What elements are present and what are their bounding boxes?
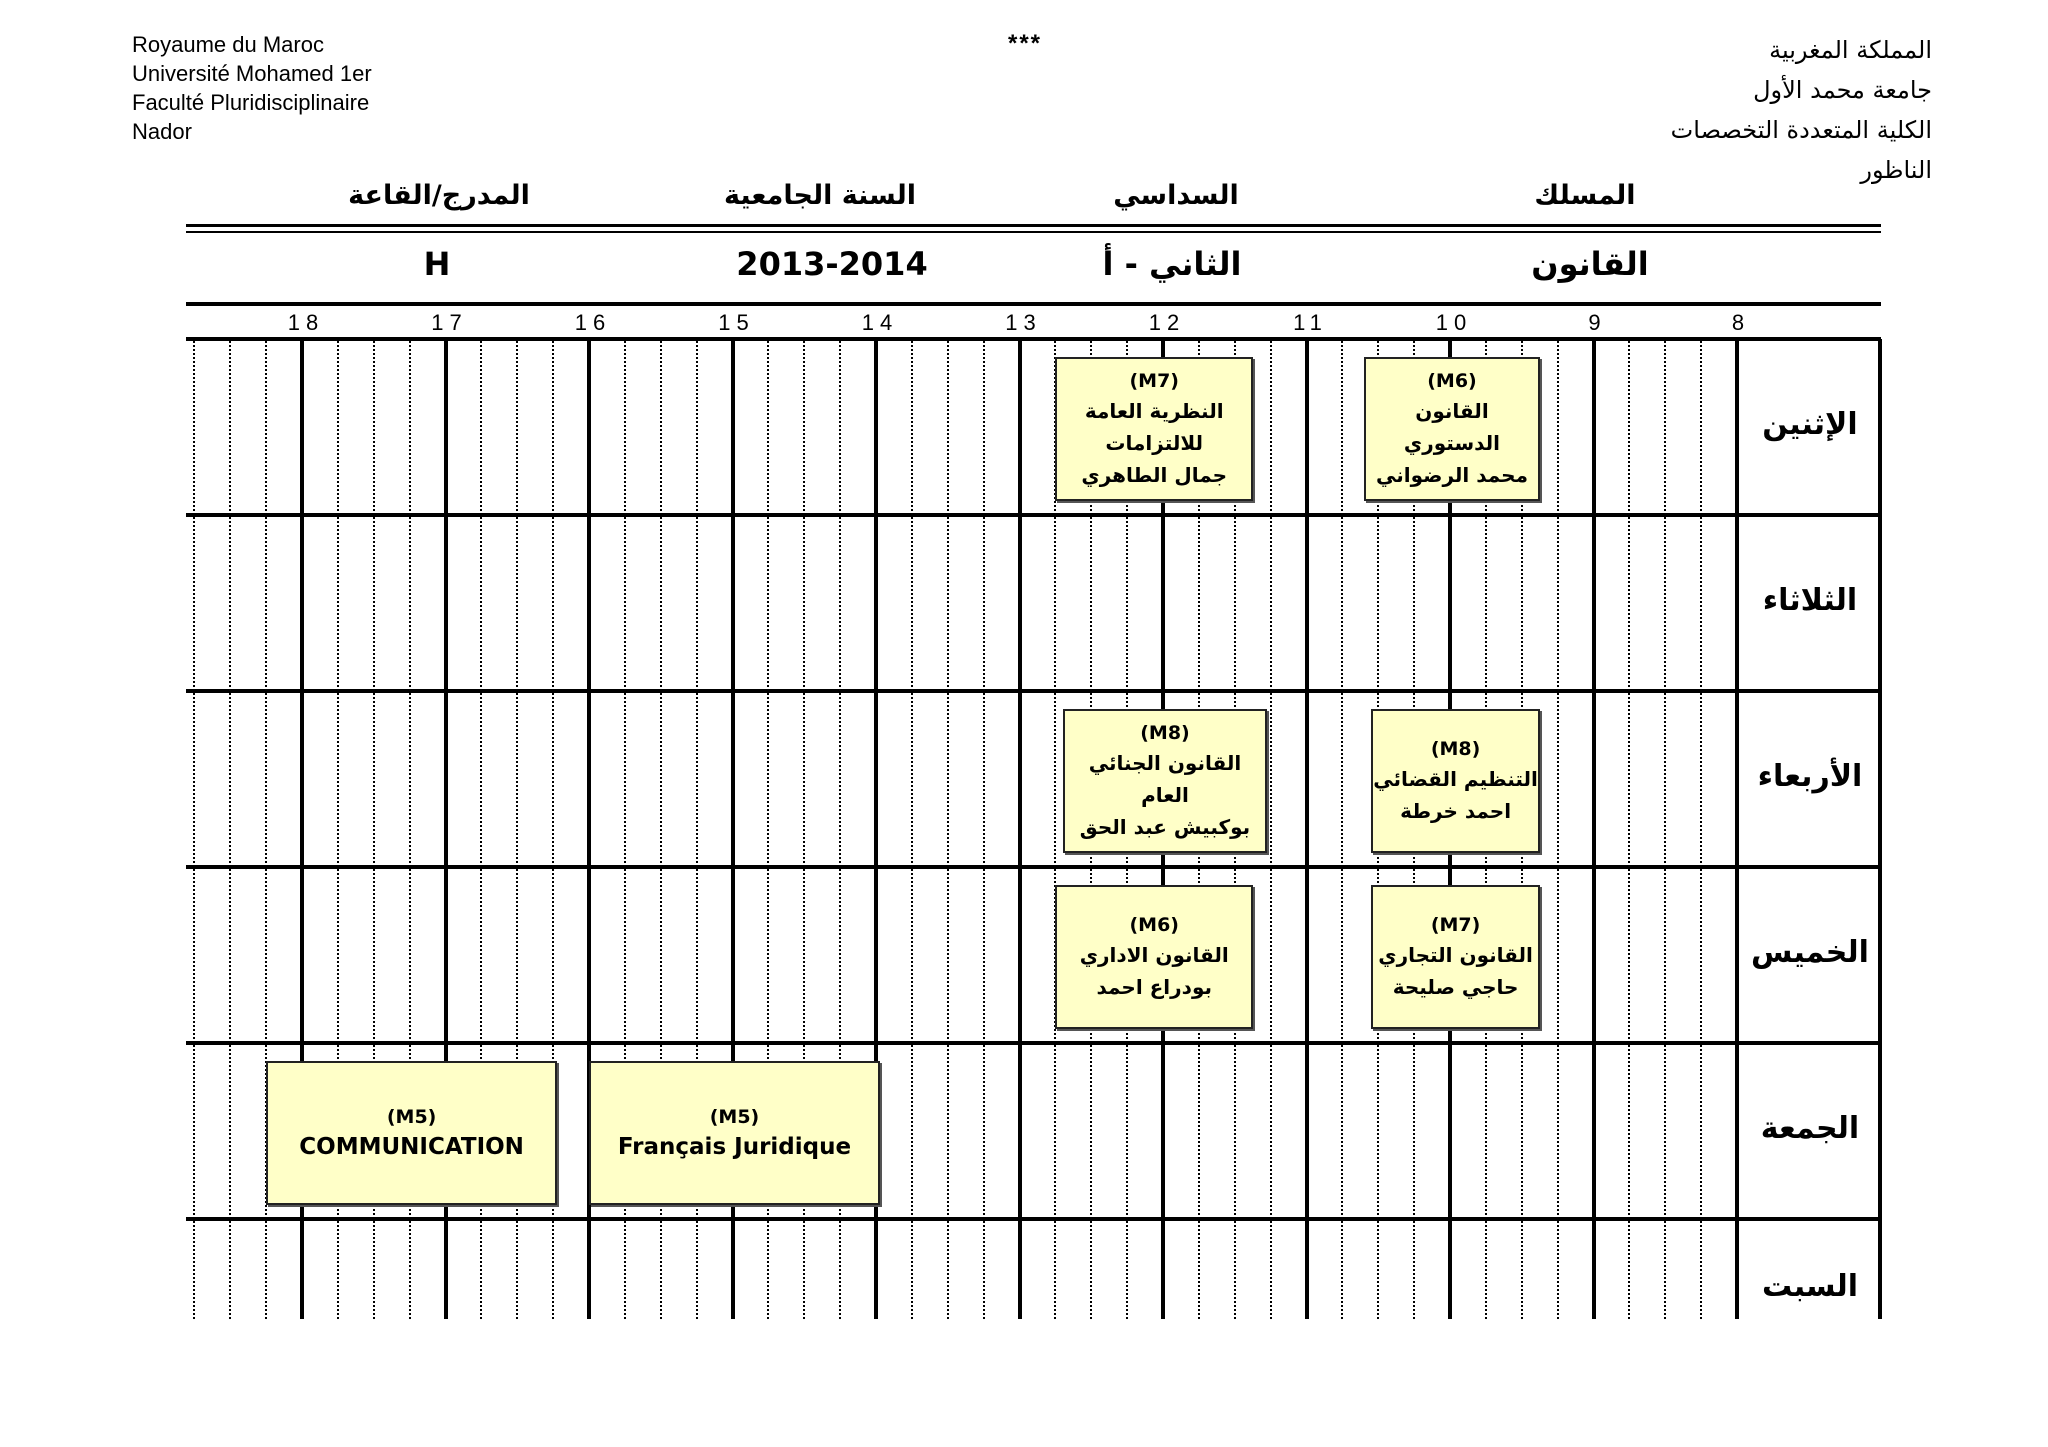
hour-gridline [1305, 339, 1309, 1319]
course-teacher: محمد الرضواني [1375, 463, 1528, 487]
day-label: الإثنين [1762, 407, 1858, 442]
course-code: (M7) [1430, 914, 1481, 936]
quarter-gridline [229, 341, 231, 1319]
header-right-line: جامعة محمد الأول [1753, 76, 1932, 104]
meta-divider-top [186, 224, 1881, 227]
course-title: القانون الدستوري [1403, 399, 1501, 455]
hour-gridline [1018, 339, 1022, 1319]
day-row-separator [186, 1041, 1881, 1045]
course-code: (M5) [386, 1106, 437, 1128]
course-code: (M8) [1430, 738, 1481, 760]
hour-label: 13 [1005, 310, 1042, 335]
quarter-gridline [983, 341, 985, 1319]
quarter-gridline [1270, 341, 1272, 1319]
day-label: السبت [1761, 1269, 1859, 1304]
course-teacher: احمد خرطة [1400, 799, 1512, 823]
course-title: النظرية العامة للالتزامات [1084, 399, 1224, 455]
salle-label: المدرج/القاعة [348, 180, 530, 211]
grid-right-border [1878, 339, 1882, 1319]
quarter-gridline [1664, 341, 1666, 1319]
hour-label: 11 [1293, 310, 1328, 335]
course-block [1371, 709, 1540, 853]
course-block [1055, 885, 1253, 1029]
header-separator: *** [1008, 30, 1043, 57]
annee-label: السنة الجامعية [723, 180, 917, 211]
hour-label: 12 [1148, 310, 1186, 335]
course-teacher: حاجي صليحة [1392, 975, 1519, 999]
day-label: الأربعاء [1757, 759, 1863, 794]
header-left-line: Université Mohamed 1er [132, 61, 372, 86]
course-code: (M7) [1129, 370, 1179, 392]
hour-label: 15 [718, 310, 755, 335]
header-left-line: Faculté Pluridisciplinaire [132, 90, 370, 115]
day-row-separator [186, 689, 1881, 693]
hour-label: 9 [1588, 310, 1607, 335]
semestre-label: السداسي [1113, 180, 1239, 211]
header-right-line: الناظور [1860, 156, 1932, 184]
meta-divider-bottom [186, 231, 1881, 233]
course-code: (M6) [1129, 914, 1179, 936]
course-code: (M8) [1140, 722, 1190, 744]
course-block [1055, 357, 1253, 501]
course-teacher: جمال الطاهري [1081, 463, 1228, 487]
day-label: الثلاثاء [1762, 583, 1858, 618]
header-left-line: Royaume du Maroc [132, 32, 324, 57]
course-block [1364, 357, 1540, 501]
hours-divider [186, 302, 1881, 306]
course-teacher: بوكبيش عبد الحق [1079, 815, 1251, 839]
quarter-gridline [1557, 341, 1559, 1319]
quarter-gridline [911, 341, 913, 1319]
course-title: التنظيم القضائي [1373, 767, 1538, 791]
course-title: Français Juridique [617, 1134, 852, 1160]
day-row-separator [186, 513, 1881, 517]
day-row-separator [186, 865, 1881, 869]
hour-gridline [1592, 339, 1596, 1319]
course-code: (M5) [709, 1106, 760, 1128]
header-left-line: Nador [132, 119, 192, 144]
course-block [1063, 709, 1268, 853]
course-title: القانون التجاري [1378, 943, 1533, 967]
quarter-gridline [193, 341, 195, 1319]
day-row-separator [186, 1217, 1881, 1221]
quarter-gridline [947, 341, 949, 1319]
header-right-line: المملكة المغربية [1769, 36, 1932, 64]
semestre-value: الثاني - أ [1102, 245, 1242, 283]
course-teacher: بودراع احمد [1096, 975, 1212, 999]
hour-label: 18 [287, 310, 325, 335]
course-block [266, 1061, 557, 1205]
filiere-value: القانون [1531, 245, 1649, 283]
hour-label: 10 [1435, 310, 1473, 335]
hour-label: 16 [574, 310, 612, 335]
hour-gridline [1735, 339, 1739, 1319]
annee-value: 2013-2014 [736, 245, 928, 283]
quarter-gridline [1341, 341, 1343, 1319]
salle-value: H [423, 245, 451, 283]
course-block [1371, 885, 1540, 1029]
filiere-label: المسلك [1534, 180, 1636, 211]
hour-label: 8 [1731, 310, 1751, 335]
hour-label: 14 [861, 310, 899, 335]
header-right-block [1671, 30, 1932, 190]
header-left-block [132, 30, 372, 146]
day-row-separator [186, 337, 1881, 341]
course-title: القانون الجنائي العام [1088, 751, 1242, 807]
course-title: القانون الاداري [1079, 943, 1229, 967]
course-title: COMMUNICATION [299, 1134, 524, 1160]
day-label: الخميس [1751, 935, 1869, 970]
quarter-gridline [1700, 341, 1702, 1319]
hour-label: 17 [431, 310, 468, 335]
quarter-gridline [1628, 341, 1630, 1319]
header-right-line: الكلية المتعددة التخصصات [1670, 116, 1932, 144]
day-label: الجمعة [1760, 1111, 1860, 1146]
course-code: (M6) [1427, 370, 1477, 392]
course-block [589, 1061, 880, 1205]
